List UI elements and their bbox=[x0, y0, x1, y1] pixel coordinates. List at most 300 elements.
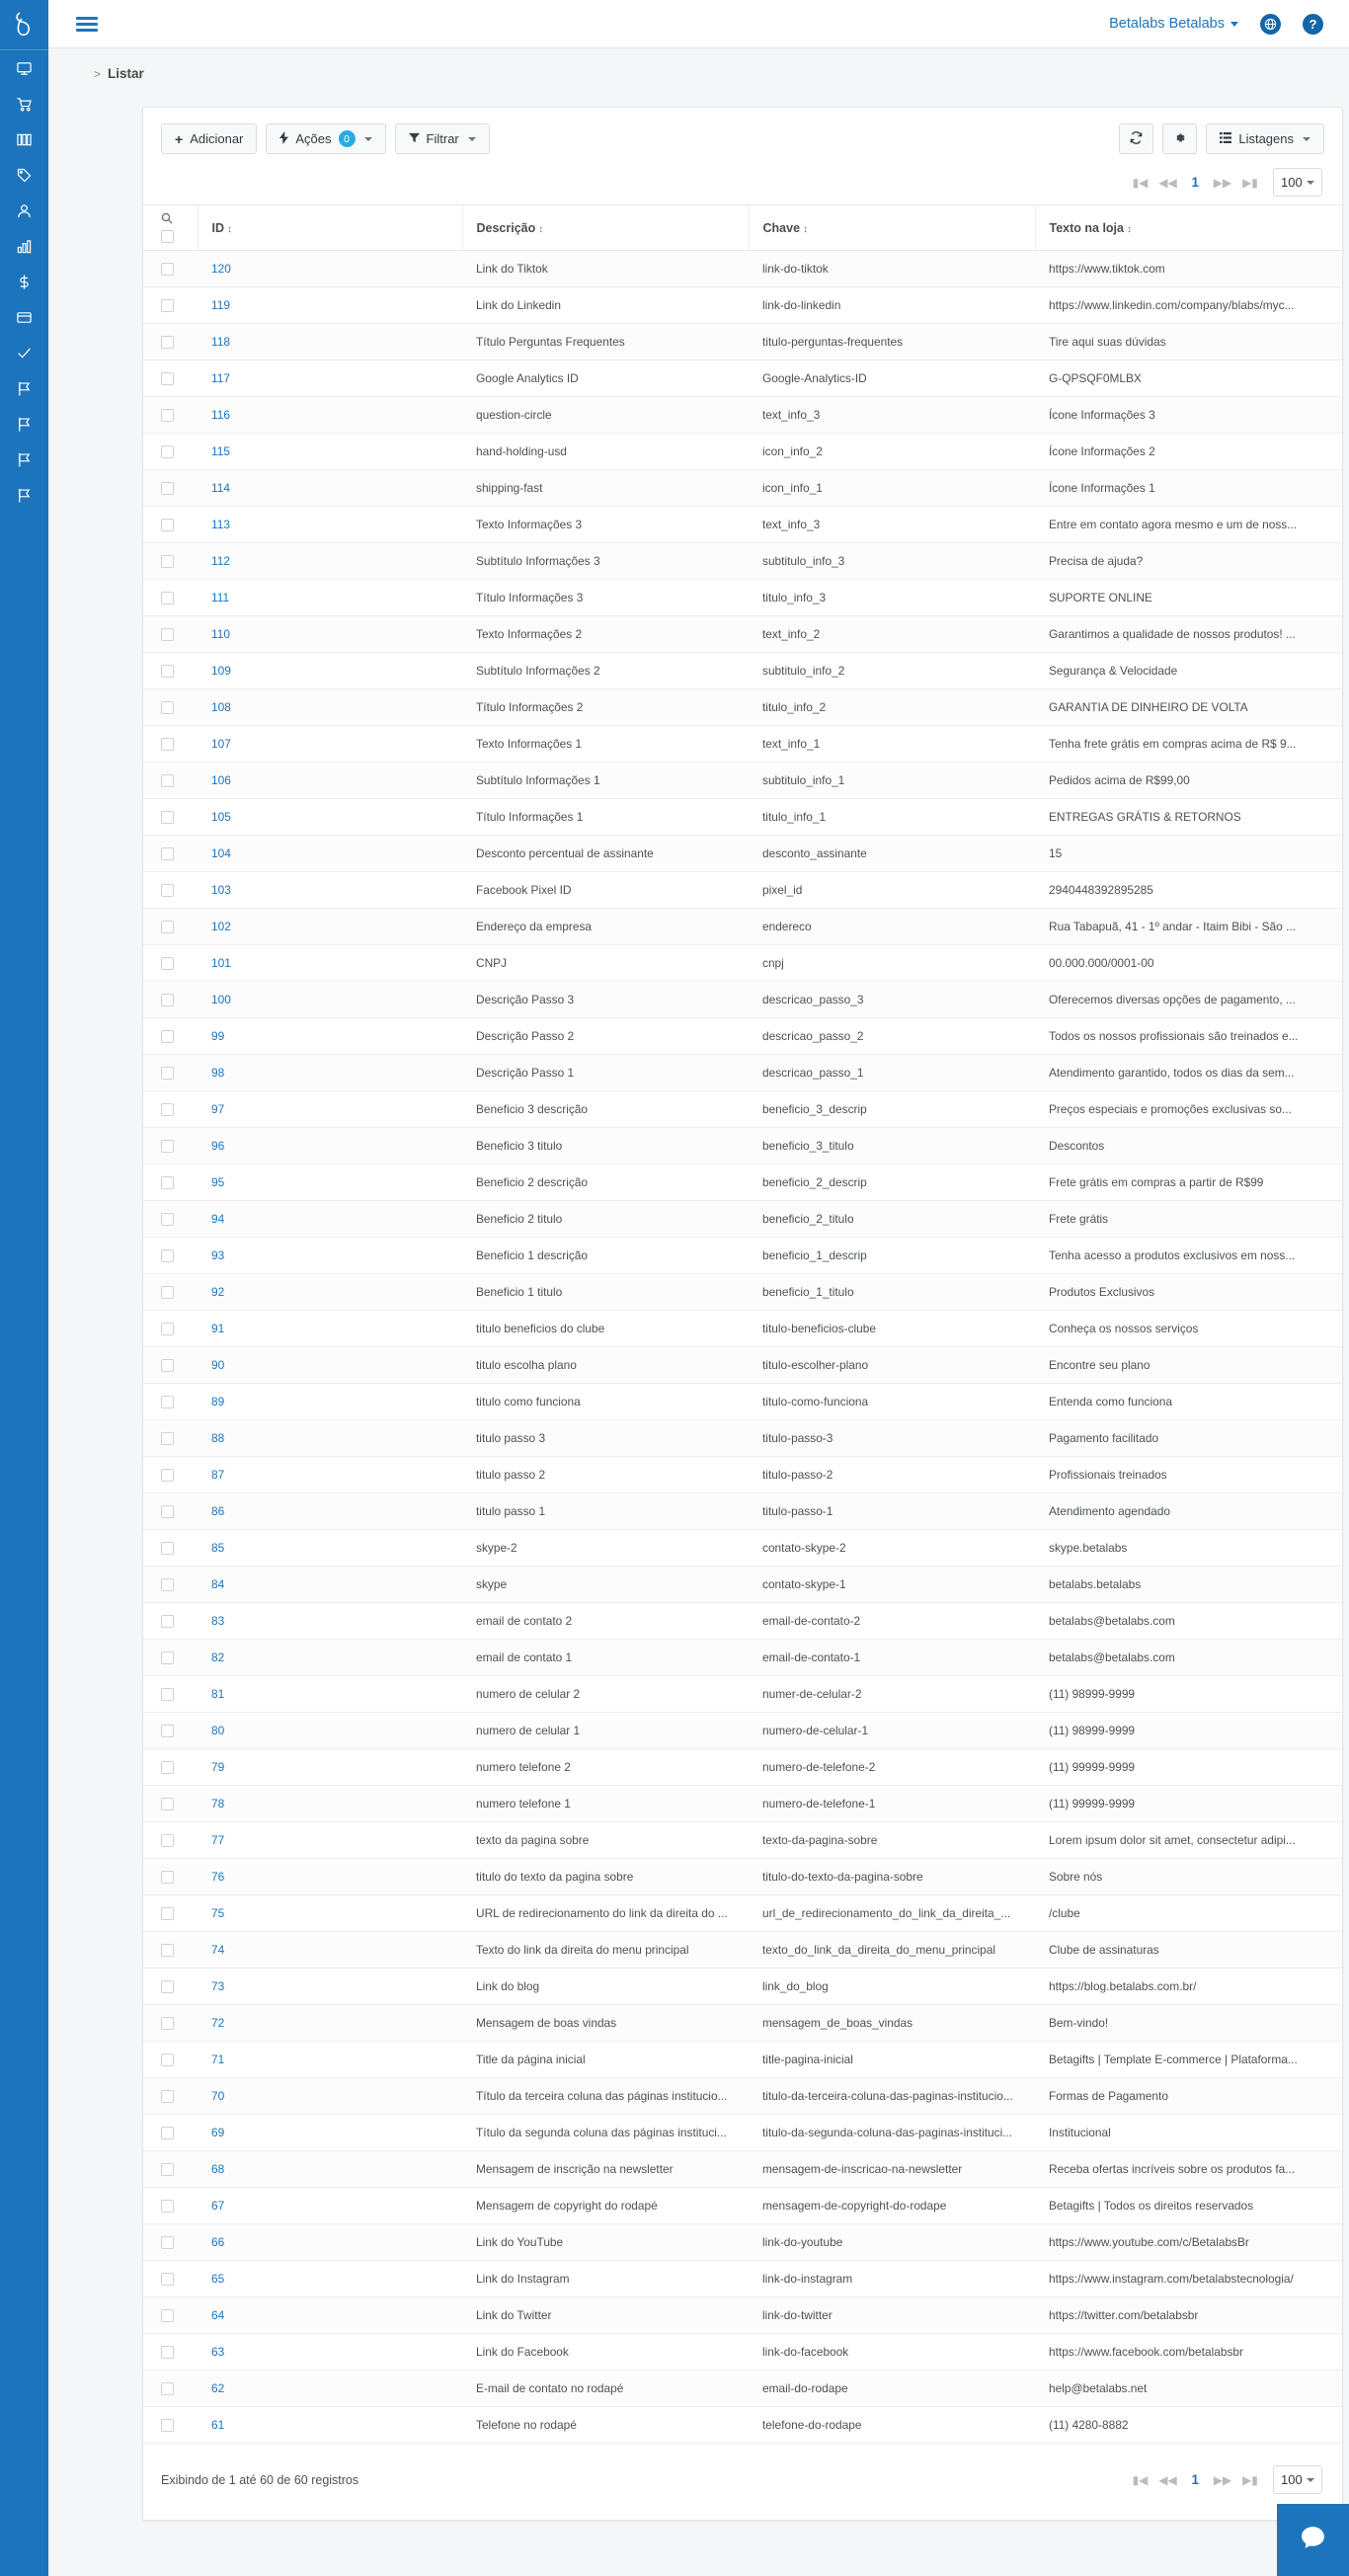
table-row[interactable] bbox=[143, 872, 1342, 909]
row-id-link[interactable]: 81 bbox=[211, 1687, 225, 1701]
cell-id bbox=[198, 872, 462, 909]
row-checkbox[interactable] bbox=[161, 336, 174, 349]
current-page[interactable]: 1 bbox=[1191, 2472, 1199, 2487]
sidebar-nav bbox=[0, 50, 48, 513]
next-page-icon[interactable]: ▶▶ bbox=[1213, 2472, 1232, 2487]
cell-chave: beneficio_2_descrip bbox=[749, 1165, 1035, 1201]
actions-button-label: Ações bbox=[295, 131, 332, 146]
row-id-link[interactable]: 76 bbox=[211, 1870, 225, 1884]
actions-button[interactable] bbox=[266, 123, 385, 154]
prev-page-icon[interactable]: ◀◀ bbox=[1158, 2472, 1177, 2487]
row-id-link[interactable]: 107 bbox=[211, 737, 231, 751]
cell-texto: 2940448392895285 bbox=[1035, 872, 1342, 909]
row-checkbox[interactable] bbox=[161, 1432, 174, 1445]
sidebar-item-tags[interactable] bbox=[0, 157, 48, 193]
row-checkbox[interactable] bbox=[161, 1542, 174, 1555]
table-row[interactable] bbox=[143, 1493, 1342, 1530]
row-checkbox[interactable] bbox=[161, 2236, 174, 2249]
row-id-link[interactable]: 79 bbox=[211, 1760, 225, 1774]
row-id-link[interactable]: 115 bbox=[211, 444, 230, 458]
row-id-link[interactable]: 99 bbox=[211, 1029, 225, 1043]
table-row[interactable] bbox=[143, 2224, 1342, 2261]
table-row[interactable] bbox=[143, 543, 1342, 580]
table-row[interactable] bbox=[143, 2005, 1342, 2042]
table-row[interactable] bbox=[143, 470, 1342, 507]
row-id-link[interactable]: 106 bbox=[211, 773, 231, 787]
row-id-link[interactable]: 90 bbox=[211, 1358, 225, 1372]
table-row[interactable] bbox=[143, 1055, 1342, 1091]
row-id-link[interactable]: 84 bbox=[211, 1577, 225, 1591]
row-checkbox[interactable] bbox=[161, 592, 174, 604]
row-id-link[interactable]: 72 bbox=[211, 2016, 225, 2030]
store-switcher[interactable] bbox=[1109, 16, 1238, 32]
table-row[interactable] bbox=[143, 2297, 1342, 2334]
table-row[interactable] bbox=[143, 1567, 1342, 1603]
table-row[interactable] bbox=[143, 507, 1342, 543]
row-checkbox[interactable] bbox=[161, 1651, 174, 1664]
cell-chave: email-de-contato-1 bbox=[749, 1640, 1035, 1676]
row-checkbox[interactable] bbox=[161, 1323, 174, 1335]
row-checkbox[interactable] bbox=[161, 1578, 174, 1591]
funnel-icon bbox=[409, 131, 420, 146]
add-button[interactable] bbox=[161, 123, 257, 154]
row-id-link[interactable]: 64 bbox=[211, 2308, 225, 2322]
row-checkbox[interactable] bbox=[161, 263, 174, 276]
row-id-link[interactable]: 103 bbox=[211, 883, 231, 897]
row-id-link[interactable]: 119 bbox=[211, 298, 230, 312]
row-checkbox[interactable] bbox=[161, 847, 174, 860]
cell-texto: Clube de assinaturas bbox=[1035, 1932, 1342, 1969]
row-checkbox[interactable] bbox=[161, 2273, 174, 2286]
row-select-cell bbox=[143, 799, 198, 836]
header-col-descricao-label: Descrição bbox=[476, 220, 536, 235]
table-row[interactable] bbox=[143, 2151, 1342, 2188]
row-checkbox[interactable] bbox=[161, 1176, 174, 1189]
row-select-cell bbox=[143, 1165, 198, 1201]
cell-id bbox=[198, 1567, 462, 1603]
sidebar-item-reports[interactable] bbox=[0, 228, 48, 264]
sidebar-item-finance[interactable] bbox=[0, 264, 48, 299]
row-id-link[interactable]: 93 bbox=[211, 1248, 225, 1262]
row-select-cell bbox=[143, 1128, 198, 1165]
row-id-link[interactable]: 82 bbox=[211, 1650, 225, 1664]
row-checkbox[interactable] bbox=[161, 1798, 174, 1811]
cell-texto: https://www.youtube.com/c/BetalabsBr bbox=[1035, 2224, 1342, 2261]
table-row[interactable] bbox=[143, 1932, 1342, 1969]
filter-button[interactable] bbox=[395, 123, 490, 154]
header-col-texto[interactable] bbox=[1035, 205, 1342, 251]
row-id-link[interactable]: 105 bbox=[211, 810, 231, 824]
table-row[interactable] bbox=[143, 2334, 1342, 2371]
row-id-link[interactable]: 120 bbox=[211, 262, 231, 276]
cell-texto: Oferecemos diversas opções de pagamento, ... bbox=[1035, 982, 1342, 1018]
row-checkbox[interactable] bbox=[161, 1249, 174, 1262]
header-col-descricao[interactable] bbox=[462, 205, 749, 251]
row-select-cell bbox=[143, 287, 198, 324]
row-id-link[interactable]: 113 bbox=[211, 518, 230, 531]
row-id-link[interactable]: 110 bbox=[211, 627, 230, 641]
row-checkbox[interactable] bbox=[161, 372, 174, 385]
row-id-link[interactable]: 61 bbox=[211, 2418, 225, 2432]
row-checkbox[interactable] bbox=[161, 2017, 174, 2030]
row-id-link[interactable]: 91 bbox=[211, 1322, 225, 1335]
listings-button[interactable] bbox=[1206, 123, 1324, 154]
betalabs-logo-icon[interactable] bbox=[0, 0, 48, 49]
row-id-link[interactable]: 95 bbox=[211, 1175, 225, 1189]
sidebar-item-payments[interactable] bbox=[0, 299, 48, 335]
table-row[interactable] bbox=[143, 1091, 1342, 1128]
cell-chave: descricao_passo_3 bbox=[749, 982, 1035, 1018]
cell-id bbox=[198, 507, 462, 543]
cell-chave: numero-de-telefone-1 bbox=[749, 1786, 1035, 1822]
table-row[interactable] bbox=[143, 361, 1342, 397]
row-checkbox[interactable] bbox=[161, 1725, 174, 1737]
row-select-cell bbox=[143, 689, 198, 726]
row-id-link[interactable]: 86 bbox=[211, 1504, 225, 1518]
table-row[interactable] bbox=[143, 1713, 1342, 1749]
table-row[interactable] bbox=[143, 1274, 1342, 1311]
row-id-link[interactable]: 102 bbox=[211, 920, 231, 933]
table-row[interactable] bbox=[143, 1420, 1342, 1457]
row-checkbox[interactable] bbox=[161, 1396, 174, 1409]
sidebar-item-catalog[interactable] bbox=[0, 121, 48, 157]
row-select-cell bbox=[143, 945, 198, 982]
cell-texto: Sobre nós bbox=[1035, 1859, 1342, 1895]
cell-chave: titulo-passo-1 bbox=[749, 1493, 1035, 1530]
row-checkbox[interactable] bbox=[161, 1140, 174, 1153]
row-checkbox[interactable] bbox=[161, 1469, 174, 1482]
row-checkbox[interactable] bbox=[161, 2419, 174, 2432]
cell-id bbox=[198, 1932, 462, 1969]
sidebar-item-flag-1[interactable] bbox=[0, 370, 48, 406]
row-checkbox[interactable] bbox=[161, 1834, 174, 1847]
table-row[interactable] bbox=[143, 1603, 1342, 1640]
row-checkbox[interactable] bbox=[161, 445, 174, 458]
row-id-link[interactable]: 89 bbox=[211, 1395, 225, 1409]
cell-texto: Institucional bbox=[1035, 2115, 1342, 2151]
cell-chave: texto-da-pagina-sobre bbox=[749, 1822, 1035, 1859]
cell-chave: beneficio_2_titulo bbox=[749, 1201, 1035, 1238]
table-row[interactable] bbox=[143, 1859, 1342, 1895]
table-row[interactable] bbox=[143, 2115, 1342, 2151]
row-select-cell bbox=[143, 1859, 198, 1895]
row-checkbox[interactable] bbox=[161, 1030, 174, 1043]
row-id-link[interactable]: 74 bbox=[211, 1943, 225, 1957]
row-checkbox[interactable] bbox=[161, 519, 174, 531]
cell-texto: Entenda como funciona bbox=[1035, 1384, 1342, 1420]
cell-id bbox=[198, 324, 462, 361]
row-checkbox[interactable] bbox=[161, 555, 174, 568]
prev-page-icon[interactable]: ◀◀ bbox=[1158, 175, 1177, 190]
hamburger-icon[interactable] bbox=[76, 14, 98, 35]
row-checkbox[interactable] bbox=[161, 884, 174, 897]
table-row[interactable] bbox=[143, 1895, 1342, 1932]
page-title: Listar bbox=[108, 66, 144, 81]
row-id-link[interactable]: 80 bbox=[211, 1724, 225, 1737]
row-checkbox[interactable] bbox=[161, 2309, 174, 2322]
header-col-chave[interactable] bbox=[749, 205, 1035, 251]
cell-texto: Rua Tabapuã, 41 - 1º andar - Itaim Bibi - São ... bbox=[1035, 909, 1342, 945]
table-row[interactable] bbox=[143, 251, 1342, 287]
row-id-link[interactable]: 97 bbox=[211, 1102, 225, 1116]
row-id-link[interactable]: 67 bbox=[211, 2199, 225, 2213]
row-id-link[interactable]: 65 bbox=[211, 2272, 225, 2286]
current-page[interactable]: 1 bbox=[1191, 175, 1199, 190]
data-table bbox=[143, 204, 1342, 2444]
cell-id bbox=[198, 1749, 462, 1786]
globe-icon[interactable] bbox=[1260, 14, 1281, 35]
sidebar-item-flag-3[interactable] bbox=[0, 442, 48, 477]
table-row[interactable] bbox=[143, 580, 1342, 616]
row-id-link[interactable]: 116 bbox=[211, 408, 230, 422]
row-checkbox[interactable] bbox=[161, 1286, 174, 1299]
row-checkbox[interactable] bbox=[161, 482, 174, 495]
cell-texto: Ícone Informações 3 bbox=[1035, 397, 1342, 434]
last-page-icon[interactable]: ▶▮ bbox=[1242, 2472, 1258, 2487]
cell-id bbox=[198, 1018, 462, 1055]
first-page-icon[interactable]: ▮◀ bbox=[1132, 175, 1149, 190]
sidebar-item-flag-2[interactable] bbox=[0, 406, 48, 442]
row-checkbox[interactable] bbox=[161, 2127, 174, 2139]
table-row[interactable] bbox=[143, 1384, 1342, 1420]
row-id-link[interactable]: 85 bbox=[211, 1541, 225, 1555]
row-id-link[interactable]: 75 bbox=[211, 1906, 225, 1920]
first-page-icon[interactable]: ▮◀ bbox=[1132, 2472, 1149, 2487]
table-row[interactable] bbox=[143, 1786, 1342, 1822]
row-id-link[interactable]: 94 bbox=[211, 1212, 225, 1226]
row-select-cell bbox=[143, 361, 198, 397]
row-select-cell bbox=[143, 2078, 198, 2115]
cell-descricao: URL de redirecionamento do link da direita do ... bbox=[462, 1895, 749, 1932]
row-checkbox[interactable] bbox=[161, 811, 174, 824]
cell-id bbox=[198, 2224, 462, 2261]
table-row[interactable] bbox=[143, 909, 1342, 945]
row-id-link[interactable]: 63 bbox=[211, 2345, 225, 2359]
cell-descricao: Beneficio 1 titulo bbox=[462, 1274, 749, 1311]
cell-descricao: Título Informações 1 bbox=[462, 799, 749, 836]
row-id-link[interactable]: 87 bbox=[211, 1468, 225, 1482]
table-row[interactable] bbox=[143, 982, 1342, 1018]
table-row[interactable] bbox=[143, 2042, 1342, 2078]
table-row[interactable] bbox=[143, 1457, 1342, 1493]
table-row[interactable] bbox=[143, 2188, 1342, 2224]
sidebar-item-flag-4[interactable] bbox=[0, 477, 48, 513]
row-id-link[interactable]: 100 bbox=[211, 993, 231, 1006]
cell-texto: Garantimos a qualidade de nossos produtos! ... bbox=[1035, 616, 1342, 653]
pager bbox=[1127, 2465, 1322, 2494]
row-checkbox[interactable] bbox=[161, 1103, 174, 1116]
page-size-select[interactable] bbox=[1273, 168, 1322, 197]
row-checkbox[interactable] bbox=[161, 628, 174, 641]
cell-texto: Conheça os nossos serviços bbox=[1035, 1311, 1342, 1347]
table-row[interactable] bbox=[143, 1238, 1342, 1274]
next-page-icon[interactable]: ▶▶ bbox=[1213, 175, 1232, 190]
chat-widget-button[interactable] bbox=[1277, 2504, 1349, 2576]
table-row[interactable] bbox=[143, 1018, 1342, 1055]
cell-chave: titulo-como-funciona bbox=[749, 1384, 1035, 1420]
last-page-icon[interactable]: ▶▮ bbox=[1242, 175, 1258, 190]
card-icon bbox=[17, 310, 32, 325]
table-row[interactable] bbox=[143, 726, 1342, 763]
cell-chave: titulo_info_1 bbox=[749, 799, 1035, 836]
table-row[interactable] bbox=[143, 2407, 1342, 2444]
row-checkbox[interactable] bbox=[161, 1980, 174, 1993]
cell-texto: (11) 4280-8882 bbox=[1035, 2407, 1342, 2444]
row-checkbox[interactable] bbox=[161, 2090, 174, 2103]
row-select-cell bbox=[143, 2224, 198, 2261]
search-icon[interactable] bbox=[161, 212, 190, 227]
row-id-link[interactable]: 104 bbox=[211, 846, 231, 860]
cell-chave: subtitulo_info_2 bbox=[749, 653, 1035, 689]
sort-icon: ↕ bbox=[1126, 223, 1132, 235]
table-row[interactable] bbox=[143, 653, 1342, 689]
row-select-cell bbox=[143, 1603, 198, 1640]
table-row[interactable] bbox=[143, 1749, 1342, 1786]
cell-descricao: Título Informações 3 bbox=[462, 580, 749, 616]
table-row[interactable] bbox=[143, 799, 1342, 836]
row-id-link[interactable]: 62 bbox=[211, 2381, 225, 2395]
sidebar-item-tasks[interactable] bbox=[0, 335, 48, 370]
row-id-link[interactable]: 88 bbox=[211, 1431, 225, 1445]
table-row[interactable] bbox=[143, 1311, 1342, 1347]
row-id-link[interactable]: 66 bbox=[211, 2235, 225, 2249]
row-id-link[interactable]: 70 bbox=[211, 2089, 225, 2103]
header-col-id[interactable] bbox=[198, 205, 462, 251]
cell-id bbox=[198, 1347, 462, 1384]
row-checkbox[interactable] bbox=[161, 1944, 174, 1957]
page-size-select[interactable] bbox=[1273, 2465, 1322, 2494]
table-row[interactable] bbox=[143, 434, 1342, 470]
row-checkbox[interactable] bbox=[161, 1359, 174, 1372]
row-checkbox[interactable] bbox=[161, 2346, 174, 2359]
row-checkbox[interactable] bbox=[161, 665, 174, 678]
chart-icon bbox=[17, 239, 32, 254]
row-checkbox[interactable] bbox=[161, 1761, 174, 1774]
flag-icon bbox=[17, 452, 32, 467]
select-all-checkbox[interactable] bbox=[161, 230, 174, 243]
row-id-link[interactable]: 92 bbox=[211, 1285, 225, 1299]
table-row[interactable] bbox=[143, 1676, 1342, 1713]
cell-id bbox=[198, 1530, 462, 1567]
row-checkbox[interactable] bbox=[161, 774, 174, 787]
row-id-link[interactable]: 96 bbox=[211, 1139, 225, 1153]
cell-chave: subtitulo_info_1 bbox=[749, 763, 1035, 799]
row-id-link[interactable]: 69 bbox=[211, 2126, 225, 2139]
settings-button[interactable] bbox=[1162, 123, 1197, 154]
cell-chave: titulo-do-texto-da-pagina-sobre bbox=[749, 1859, 1035, 1895]
row-checkbox[interactable] bbox=[161, 1615, 174, 1628]
row-id-link[interactable]: 71 bbox=[211, 2053, 225, 2066]
table-row[interactable] bbox=[143, 2078, 1342, 2115]
cell-descricao: Mensagem de copyright do rodapé bbox=[462, 2188, 749, 2224]
table-row[interactable] bbox=[143, 1165, 1342, 1201]
header-select-all bbox=[143, 205, 198, 251]
row-select-cell bbox=[143, 1091, 198, 1128]
row-id-link[interactable]: 101 bbox=[211, 956, 231, 970]
row-checkbox[interactable] bbox=[161, 1213, 174, 1226]
table-row[interactable] bbox=[143, 2261, 1342, 2297]
table-row[interactable] bbox=[143, 287, 1342, 324]
table-row[interactable] bbox=[143, 1347, 1342, 1384]
table-row[interactable] bbox=[143, 945, 1342, 982]
sidebar-item-cart[interactable] bbox=[0, 86, 48, 121]
cell-id bbox=[198, 1091, 462, 1128]
row-id-link[interactable]: 117 bbox=[211, 371, 230, 385]
cell-id bbox=[198, 1676, 462, 1713]
cell-descricao: hand-holding-usd bbox=[462, 434, 749, 470]
row-select-cell bbox=[143, 1822, 198, 1859]
cell-id bbox=[198, 1274, 462, 1311]
row-id-link[interactable]: 77 bbox=[211, 1833, 225, 1847]
row-checkbox[interactable] bbox=[161, 957, 174, 970]
table-row[interactable] bbox=[143, 1969, 1342, 2005]
table-row[interactable] bbox=[143, 1530, 1342, 1567]
cell-id bbox=[198, 1238, 462, 1274]
row-checkbox[interactable] bbox=[161, 1688, 174, 1701]
sidebar-item-users[interactable] bbox=[0, 193, 48, 228]
row-id-link[interactable]: 118 bbox=[211, 335, 230, 349]
table-row[interactable] bbox=[143, 616, 1342, 653]
table-row[interactable] bbox=[143, 1822, 1342, 1859]
row-checkbox[interactable] bbox=[161, 2163, 174, 2176]
table-row[interactable] bbox=[143, 1128, 1342, 1165]
row-checkbox[interactable] bbox=[161, 701, 174, 714]
help-icon[interactable] bbox=[1303, 14, 1323, 35]
sidebar-item-monitor[interactable] bbox=[0, 50, 48, 86]
row-checkbox[interactable] bbox=[161, 1067, 174, 1080]
row-id-link[interactable]: 108 bbox=[211, 700, 231, 714]
row-id-link[interactable]: 68 bbox=[211, 2162, 225, 2176]
row-id-link[interactable]: 111 bbox=[211, 591, 230, 604]
refresh-button[interactable] bbox=[1119, 123, 1153, 154]
row-id-link[interactable]: 78 bbox=[211, 1797, 225, 1811]
row-id-link[interactable]: 98 bbox=[211, 1066, 225, 1080]
cell-chave: text_info_2 bbox=[749, 616, 1035, 653]
cell-texto: Tenha acesso a produtos exclusivos em noss... bbox=[1035, 1238, 1342, 1274]
table-row[interactable] bbox=[143, 1201, 1342, 1238]
table-row[interactable] bbox=[143, 2371, 1342, 2407]
cell-id bbox=[198, 470, 462, 507]
cell-id bbox=[198, 1859, 462, 1895]
row-id-link[interactable]: 83 bbox=[211, 1614, 225, 1628]
row-select-cell bbox=[143, 616, 198, 653]
row-id-link[interactable]: 109 bbox=[211, 664, 231, 678]
table-row[interactable] bbox=[143, 763, 1342, 799]
row-checkbox[interactable] bbox=[161, 299, 174, 312]
row-id-link[interactable]: 114 bbox=[211, 481, 230, 495]
cell-descricao: titulo escolha plano bbox=[462, 1347, 749, 1384]
row-id-link[interactable]: 112 bbox=[211, 554, 230, 568]
table-row[interactable] bbox=[143, 397, 1342, 434]
row-checkbox[interactable] bbox=[161, 1505, 174, 1518]
row-checkbox[interactable] bbox=[161, 738, 174, 751]
row-checkbox[interactable] bbox=[161, 2200, 174, 2213]
row-checkbox[interactable] bbox=[161, 409, 174, 422]
table-row[interactable] bbox=[143, 1640, 1342, 1676]
row-checkbox[interactable] bbox=[161, 921, 174, 933]
row-checkbox[interactable] bbox=[161, 994, 174, 1006]
table-row[interactable] bbox=[143, 689, 1342, 726]
row-checkbox[interactable] bbox=[161, 2382, 174, 2395]
table-row[interactable] bbox=[143, 836, 1342, 872]
row-checkbox[interactable] bbox=[161, 1871, 174, 1884]
cell-descricao: Título Informações 2 bbox=[462, 689, 749, 726]
row-checkbox[interactable] bbox=[161, 1907, 174, 1920]
table-header-row bbox=[143, 205, 1342, 251]
row-id-link[interactable]: 73 bbox=[211, 1979, 225, 1993]
row-checkbox[interactable] bbox=[161, 2053, 174, 2066]
table-row[interactable] bbox=[143, 324, 1342, 361]
